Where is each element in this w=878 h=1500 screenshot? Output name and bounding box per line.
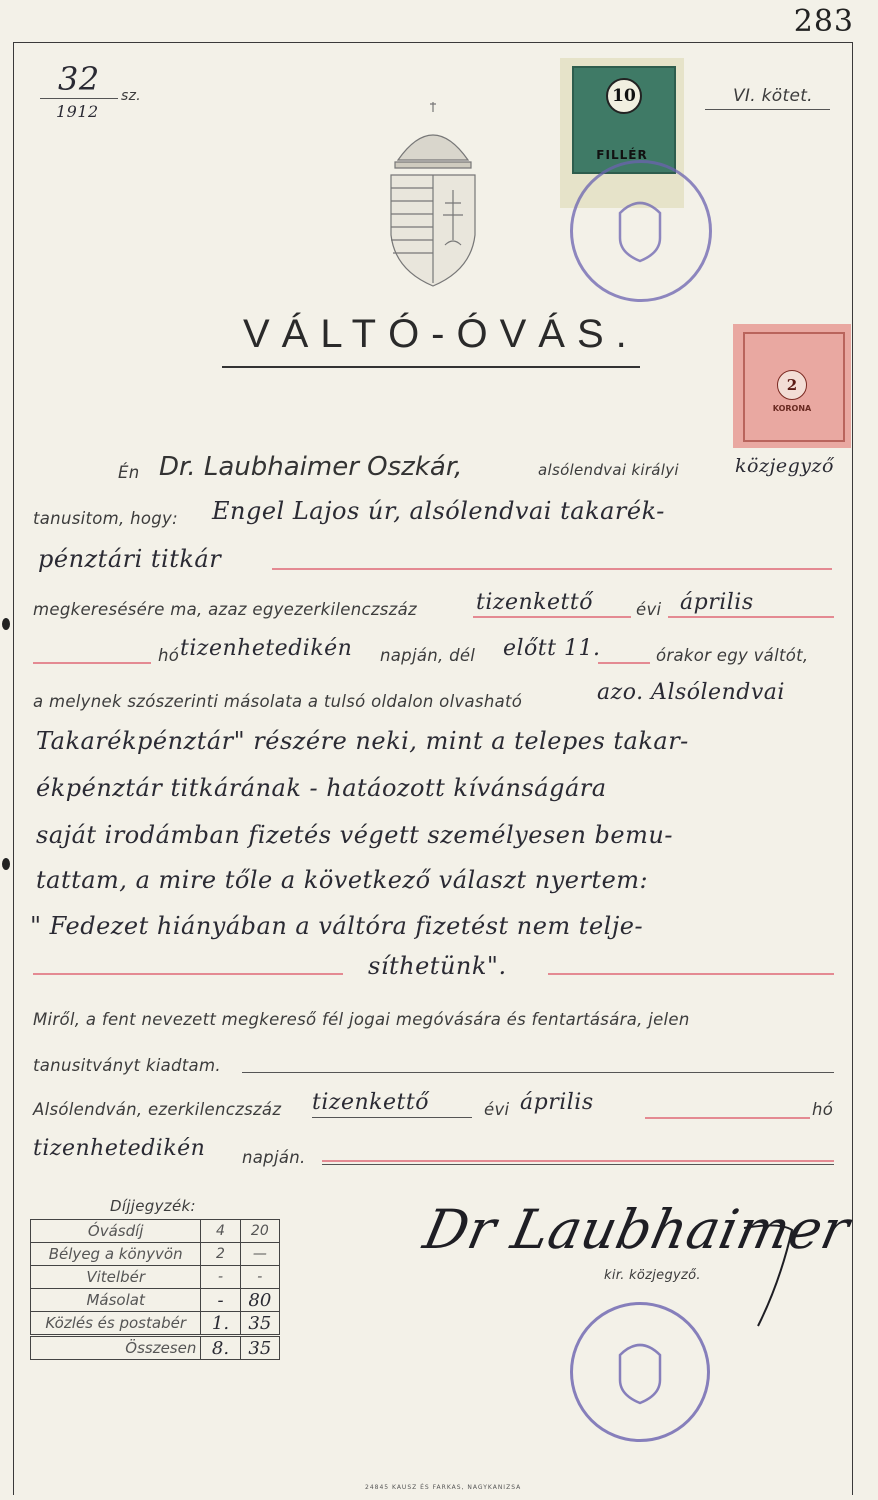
text-line15a: Alsólendván, ezerkilenczszáz xyxy=(33,1100,282,1119)
text-line4a: megkeresésére ma, azaz egyezerkilenczszáz xyxy=(33,600,418,619)
hw-line10: tattam, a mire tőle a következő választ nyertem: xyxy=(36,866,649,894)
document-title: VÁLTÓ-ÓVÁS. xyxy=(243,312,639,356)
fee-filler: — xyxy=(240,1243,279,1266)
stamp-value-2: 2 xyxy=(777,370,807,400)
fee-stamp-2-korona xyxy=(733,324,851,448)
fee-total-row xyxy=(31,1336,280,1360)
fee-row xyxy=(31,1266,280,1289)
notary-seal-top xyxy=(570,160,712,302)
hw-month: április xyxy=(680,590,754,615)
fee-row xyxy=(31,1220,280,1243)
hw-line9: saját irodámban fizetés végett személyesen bemu- xyxy=(36,821,673,849)
hw-line3: pénztári titkár xyxy=(38,545,222,573)
volume-label: VI. kötet. xyxy=(733,86,813,106)
text-royal: alsólendvai királyi xyxy=(538,461,679,479)
text-line6: a melynek szószerinti másolata a tulsó oldalon olvasható xyxy=(33,692,523,711)
text-orakor: órakor egy váltót, xyxy=(656,646,809,665)
fee-korona: 2 xyxy=(201,1243,240,1266)
fee-korona: 4 xyxy=(201,1220,240,1243)
fee-filler: 80 xyxy=(240,1289,279,1312)
text-tanusitom: tanusitom, hogy: xyxy=(33,509,178,528)
stamp-unit-2: KORONA xyxy=(772,404,812,413)
text-en: Én xyxy=(118,463,140,482)
rule-line5a xyxy=(33,662,151,664)
hw-time: előtt 11. xyxy=(503,636,601,661)
hw-line8: ékpénztár titkárának - hatáozott kívánságára xyxy=(36,774,607,802)
fee-label: Bélyeg a könyvön xyxy=(31,1243,201,1266)
reg-number: 32 xyxy=(58,60,100,98)
reg-year: 1912 xyxy=(56,102,99,121)
fee-total-korona: 8. xyxy=(201,1336,240,1360)
hw-year: tizenkettő xyxy=(476,590,593,615)
punch-hole xyxy=(2,618,10,630)
page-number: 283 xyxy=(793,4,854,39)
rule-month xyxy=(668,616,834,618)
fee-filler: 20 xyxy=(240,1220,279,1243)
volume-rule xyxy=(705,109,830,110)
hw-line11: " Fedezet hiányában a váltóra fizetést nem telje- xyxy=(30,912,644,940)
rule-line14 xyxy=(242,1072,834,1073)
hw-day-2: tizenhetedikén xyxy=(33,1136,206,1161)
punch-hole xyxy=(2,858,10,870)
hw-year-2: tizenkettő xyxy=(312,1090,429,1115)
fee-row xyxy=(31,1243,280,1266)
fee-label: Óvásdíj xyxy=(31,1220,201,1243)
fee-korona: - xyxy=(201,1266,240,1289)
hw-day: tizenhetedikén xyxy=(180,636,353,661)
hw-line2: Engel Lajos úr, alsólendvai takarék- xyxy=(212,497,665,525)
fee-filler: 35 xyxy=(240,1312,279,1336)
reg-sz: sz. xyxy=(121,88,141,104)
hw-kozjegyzo: közjegyző xyxy=(735,455,834,477)
fee-row xyxy=(31,1312,280,1336)
reg-number-rule xyxy=(40,98,118,99)
fee-filler: - xyxy=(240,1266,279,1289)
notary-name: Dr. Laubhaimer Oszkár, xyxy=(159,452,463,482)
text-napjan-2: napján. xyxy=(242,1148,306,1167)
hw-line7: Takarékpénztár" részére neki, mint a telepes takar- xyxy=(36,727,689,755)
printer-note: 24845 KAUSZ ÉS FARKAS, NAGYKANIZSA xyxy=(365,1484,522,1491)
text-evi: évi xyxy=(636,600,662,619)
rule-line3 xyxy=(272,568,832,570)
fees-table xyxy=(30,1219,280,1360)
rule-line12a xyxy=(33,973,343,975)
rule-year-2 xyxy=(312,1117,472,1118)
fee-label: Vitelbér xyxy=(31,1266,201,1289)
fee-label: Másolat xyxy=(31,1289,201,1312)
fee-total-filler: 35 xyxy=(240,1336,279,1360)
title-rule xyxy=(222,366,640,368)
seal-coat-icon-2 xyxy=(615,1335,665,1405)
text-line13: Miről, a fent nevezett megkereső fél jogai megóvására és fentartására, jelen xyxy=(33,1010,690,1029)
text-ho: hó xyxy=(158,646,180,665)
rule-line16 xyxy=(322,1164,834,1165)
rule-year xyxy=(473,616,631,618)
fees-heading: Díjjegyzék: xyxy=(110,1197,196,1215)
rule-month-2 xyxy=(645,1117,810,1119)
text-napjan: napján, dél xyxy=(380,646,476,665)
seal-coat-icon xyxy=(615,193,665,263)
text-evi-2: évi xyxy=(484,1100,510,1119)
fee-korona: 1. xyxy=(201,1312,240,1336)
stamp-unit: FILLÉR xyxy=(596,148,648,162)
rule-line16-pink xyxy=(322,1160,834,1162)
hw-line12: síthetünk". xyxy=(368,952,507,980)
fee-label: Közlés és postabér xyxy=(31,1312,201,1336)
hw-month-2: április xyxy=(520,1090,594,1115)
text-line14: tanusitványt kiadtam. xyxy=(33,1056,221,1075)
rule-line12b xyxy=(548,973,834,975)
rule-time xyxy=(598,662,650,664)
stamp-value: 10 xyxy=(606,78,642,114)
fee-row xyxy=(31,1289,280,1312)
text-ho-2: hó xyxy=(812,1100,834,1119)
coat-of-arms-icon xyxy=(383,100,483,290)
notary-seal-bottom xyxy=(570,1302,710,1442)
signature-flourish-icon xyxy=(740,1222,800,1332)
signature-caption: kir. közjegyző. xyxy=(604,1268,701,1283)
fee-korona: - xyxy=(201,1289,240,1312)
fee-total-label: Összesen xyxy=(31,1336,201,1360)
hw-line6: azo. Alsólendvai xyxy=(597,680,785,705)
notary-signature: Dr Laubhaimer xyxy=(418,1198,856,1261)
